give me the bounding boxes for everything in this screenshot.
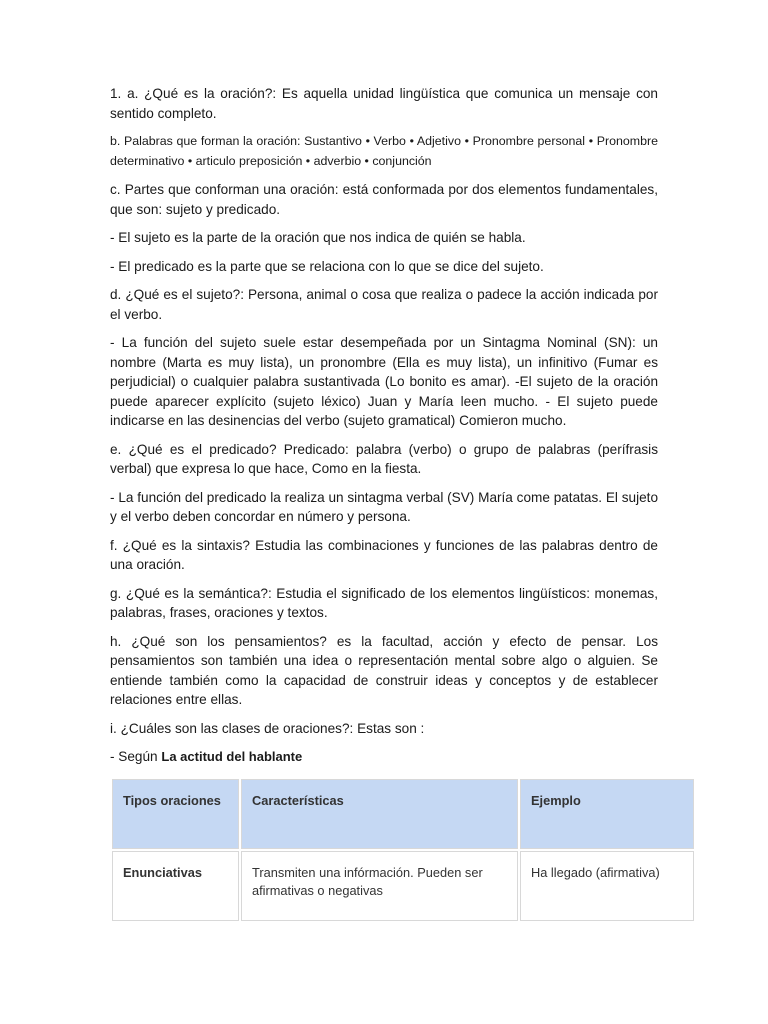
cell-caracteristicas: Transmiten una infórmación. Pueden ser afirmativas o negativas [241,851,518,921]
paragraph-1e: e. ¿Qué es el predicado? Predicado: palabra (verbo) o grupo de palabras (perífrasis verbal) que expresa lo que hace, Como en la fiesta. [110,441,658,476]
paragraph-predicado-def: - El predicado es la parte que se relaciona con lo que se dice del sujeto. [110,258,544,274]
paragraph-1a: 1. a. ¿Qué es la oración?: Es aquella unidad lingüística que comunica un mensaje con sentido completo. [110,86,658,121]
table-header-row [112,779,694,849]
cell-tipo: Enunciativas [112,851,239,921]
paragraph-1g: g. ¿Qué es la semántica?: Estudia el significado de los elementos lingüísticos: monemas, palabras, frases, oraciones y textos. [110,585,658,620]
paragraph-1h: h. ¿Qué son los pensamientos? es la facultad, acción y efecto de pensar. Los pensamientos son también una idea o representación mental sobre algo o alguien. Se entiende también como la capacidad de construir ideas y conceptos y de establecer relaciones entre ellas. [110,633,658,707]
paragraph-sujeto-funcion: - La función del sujeto suele estar desempeñada por un Sintagma Nominal (SN): un nombre (Marta es muy lista), un pronombre (Ella es muy lista), un infinitivo (Fumar es perjudicial) o cualquier palabra sustantivada (Lo bonito es amar). -El sujeto de la oración puede aparecer explícito (sujeto léxico) Juan y María leen mucho. - El sujeto puede indicarse en las desinencias del verbo (sujeto gramatical) Comieron mucho. [110,335,658,428]
paragraph-sujeto-def: - El sujeto es la parte de la oración que nos indica de quién se habla. [110,230,526,245]
paragraph-1d: d. ¿Qué es el sujeto?: Persona, animal o cosa que realiza o padece la acción indicada por el verbo. [110,287,658,322]
cell-ejemplo: Ha llegado (afirmativa) [520,851,694,921]
document-body [110,84,658,776]
subheading-line [110,747,658,767]
header-tipos: Tipos oraciones [112,779,239,849]
header-ejemplo: Ejemplo [520,779,694,849]
paragraph-1c: c. Partes que conforman una oración: está conformada por dos elementos fundamentales, que son: sujeto y predicado. [110,182,658,217]
subheading-prefix: - Según [110,749,162,764]
paragraph-1b: b. Palabras que forman la oración: Sustantivo • Verbo • Adjetivo • Pronombre personal • Pronombre determinativo • articulo preposición • adverbio • conjunción [110,134,658,168]
oraciones-table-wrap [110,777,696,923]
paragraph-1f: f. ¿Qué es la sintaxis? Estudia las combinaciones y funciones de las palabras dentro de una oración. [110,537,658,572]
table-row [112,851,694,921]
oraciones-table [110,777,696,923]
paragraph-predicado-funcion: - La función del predicado la realiza un sintagma verbal (SV) María come patatas. El sujeto y el verbo deben concordar en número y persona. [110,489,658,524]
header-caracteristicas: Características [241,779,518,849]
paragraph-1i: i. ¿Cuáles son las clases de oraciones?: Estas son : [110,720,425,736]
subheading-actitud: La actitud del hablante [161,749,303,764]
